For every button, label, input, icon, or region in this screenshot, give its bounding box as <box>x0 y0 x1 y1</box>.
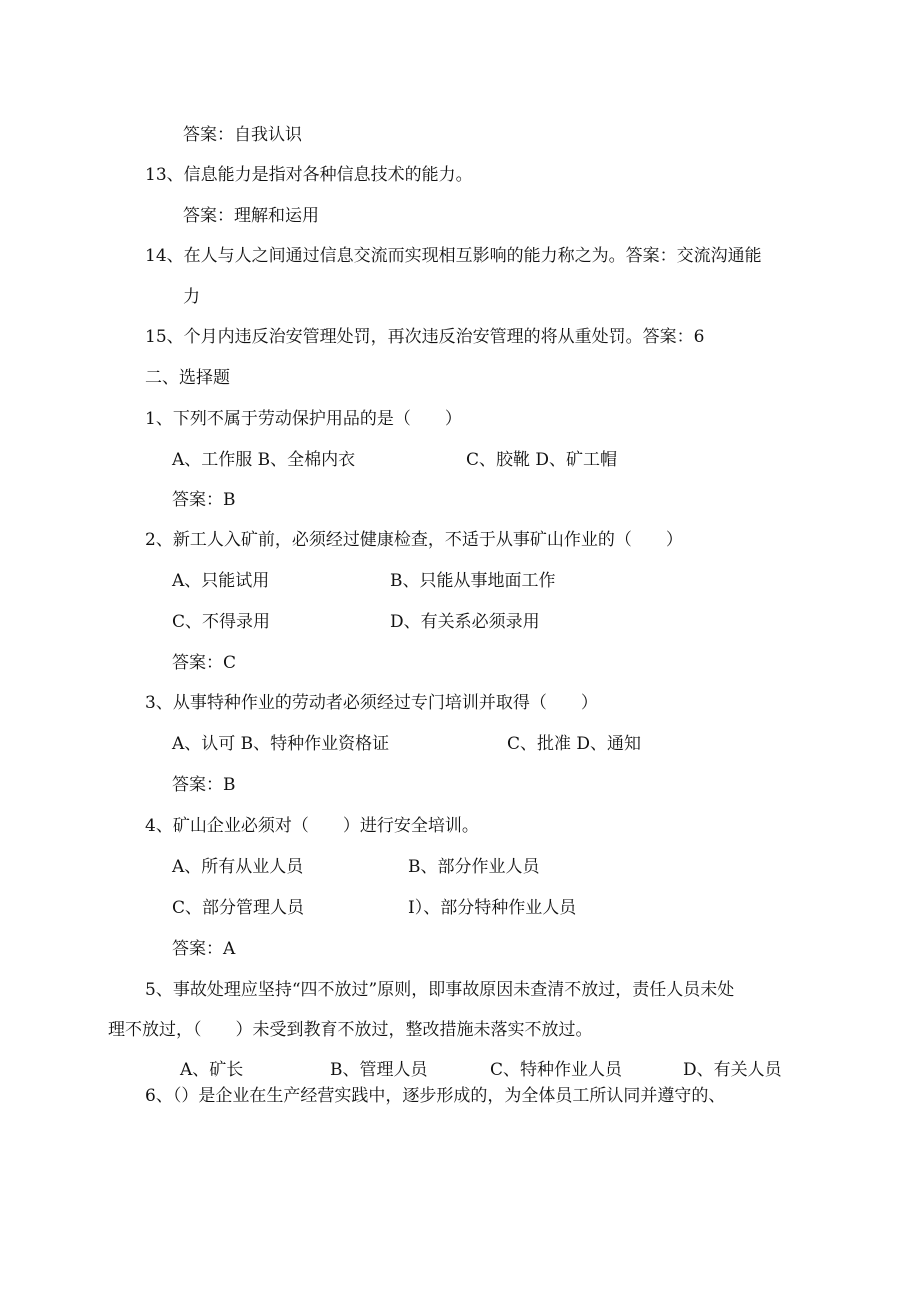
choice-question-2: 2、新工人入矿前，必须经过健康检查，不适于从事矿山作业的（ ） <box>145 530 683 550</box>
choice-2-option-c: C、不得录用 <box>172 612 271 632</box>
choice-4-option-d: I）、部分特种作业人员 <box>408 898 577 918</box>
question-14: 14、在人与人之间通过信息交流而实现相互影响的能力称之为。答案：交流沟通能 <box>145 246 762 266</box>
question-13: 13、信息能力是指对各种信息技术的能力。 <box>145 165 473 185</box>
choice-3-options-ab: A、认可 B、特种作业资格证 <box>172 734 390 754</box>
choice-5-option-a: A、矿长 <box>180 1060 244 1080</box>
answer-13: 答案：理解和运用 <box>183 206 319 226</box>
choice-3-answer: 答案：B <box>172 775 236 795</box>
choice-4-answer: 答案：A <box>172 939 236 959</box>
choice-4-option-c: C、部分管理人员 <box>172 898 305 918</box>
section-title-choice: 二、选择题 <box>145 368 230 388</box>
choice-1-answer: 答案：B <box>172 490 236 510</box>
choice-1-options-ab: A、工作服 B、全棉内衣 <box>172 450 356 470</box>
choice-4-option-a: A、所有从业人员 <box>172 857 304 877</box>
choice-question-4: 4、矿山企业必须对（ ）进行安全培训。 <box>145 816 479 836</box>
choice-2-option-b: B、只能从事地面工作 <box>390 571 556 591</box>
choice-5-option-c: C、特种作业人员 <box>490 1060 623 1080</box>
choice-2-answer: 答案：C <box>172 653 237 673</box>
choice-5-option-b: B、管理人员 <box>330 1060 428 1080</box>
previous-answer: 答案：自我认识 <box>183 125 302 145</box>
choice-2-option-d: D、有关系必须录用 <box>390 612 540 632</box>
choice-question-1: 1、下列不属于劳动保护用品的是（ ） <box>145 409 462 429</box>
choice-question-6: 6、（）是企业在生产经营实践中，逐步形成的，为全体员工所认同并遵守的、 <box>145 1086 726 1106</box>
choice-question-5-continuation: 理不放过，（ ）未受到教育不放过，整改措施未落实不放过。 <box>108 1020 593 1040</box>
choice-question-3: 3、从事特种作业的劳动者必须经过专门培训并取得（ ） <box>145 693 598 713</box>
choice-3-options-cd: C、批准 D、通知 <box>507 734 642 754</box>
choice-question-5: 5、事故处理应坚持“四不放过”原则，即事故原因未查清不放过，责任人员未处 <box>145 980 735 1000</box>
choice-4-option-b: B、部分作业人员 <box>408 857 540 877</box>
question-14-continuation: 力 <box>183 287 200 307</box>
choice-5-option-d: D、有关人员 <box>683 1060 782 1080</box>
question-15: 15、个月内违反治安管理处罚，再次违反治安管理的将从重处罚。答案：6 <box>145 327 705 347</box>
choice-1-options-cd: C、胶靴 D、矿工帽 <box>466 450 618 470</box>
choice-2-option-a: A、只能试用 <box>172 571 270 591</box>
